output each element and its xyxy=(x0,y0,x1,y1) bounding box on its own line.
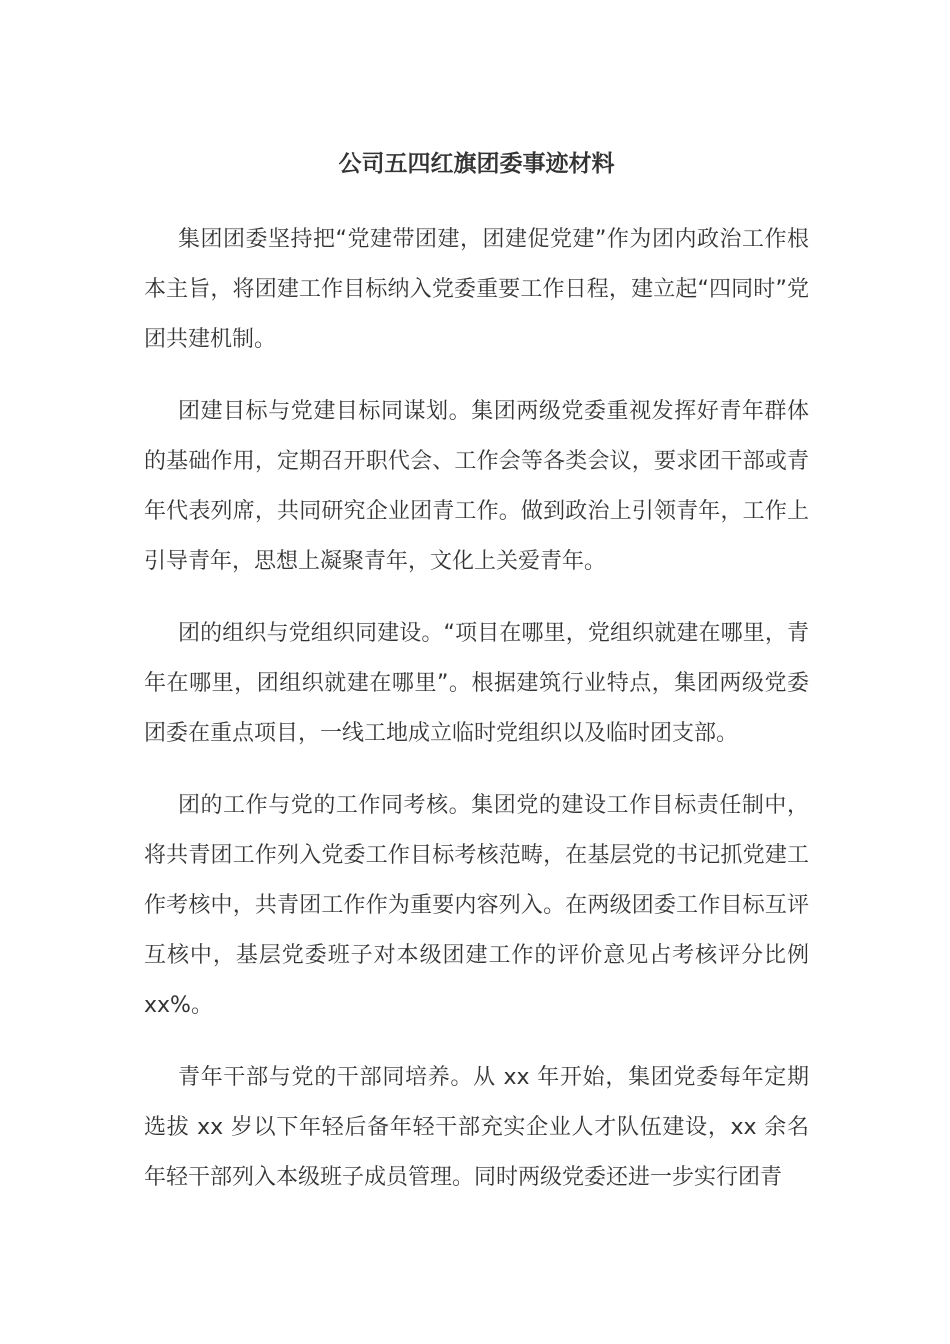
paragraph-intro: 集团团委坚持把“党建带团建，团建促党建”作为团内政治工作根本主旨，将团建工作目标纳入党委重要工作日程，建立起“四同时”党团共建机制。 xyxy=(144,227,809,352)
paragraph-organization: 团的组织与党组织同建设。“项目在哪里，党组织就建在哪里，青年在哪里，团组织就建在哪里”。根据建筑行业特点，集团两级党委团委在重点项目，一线工地成立临时党组织以及临时团支部。 xyxy=(144,621,809,746)
document-body xyxy=(144,215,809,1225)
paragraph-assessment: 团的工作与党的工作同考核。集团党的建设工作目标责任制中，将共青团工作列入党委工作目标考核范畴，在基层党的书记抓党建工作考核中，共青团工作作为重要内容列入。在两级团委工作目标互评互核中，基层党委班子对本级团建工作的评价意见占考核评分比例 xx%。 xyxy=(144,793,809,1018)
paragraph-cadre-training: 青年干部与党的干部同培养。从 xx 年开始，集团党委每年定期选拔 xx 岁以下年轻后备年轻干部充实企业人才队伍建设，xx 余名年轻干部列入本级班子成员管理。同时两级党委还进一步实行团青 xyxy=(144,1065,809,1190)
paragraph-goals: 团建目标与党建目标同谋划。集团两级党委重视发挥好青年群体的基础作用，定期召开职代会、工作会等各类会议，要求团干部或青年代表列席，共同研究企业团青工作。做到政治上引领青年，工作上引导青年，思想上凝聚青年，文化上关爱青年。 xyxy=(144,399,809,574)
document-title: 公司五四红旗团委事迹材料 xyxy=(338,151,615,177)
